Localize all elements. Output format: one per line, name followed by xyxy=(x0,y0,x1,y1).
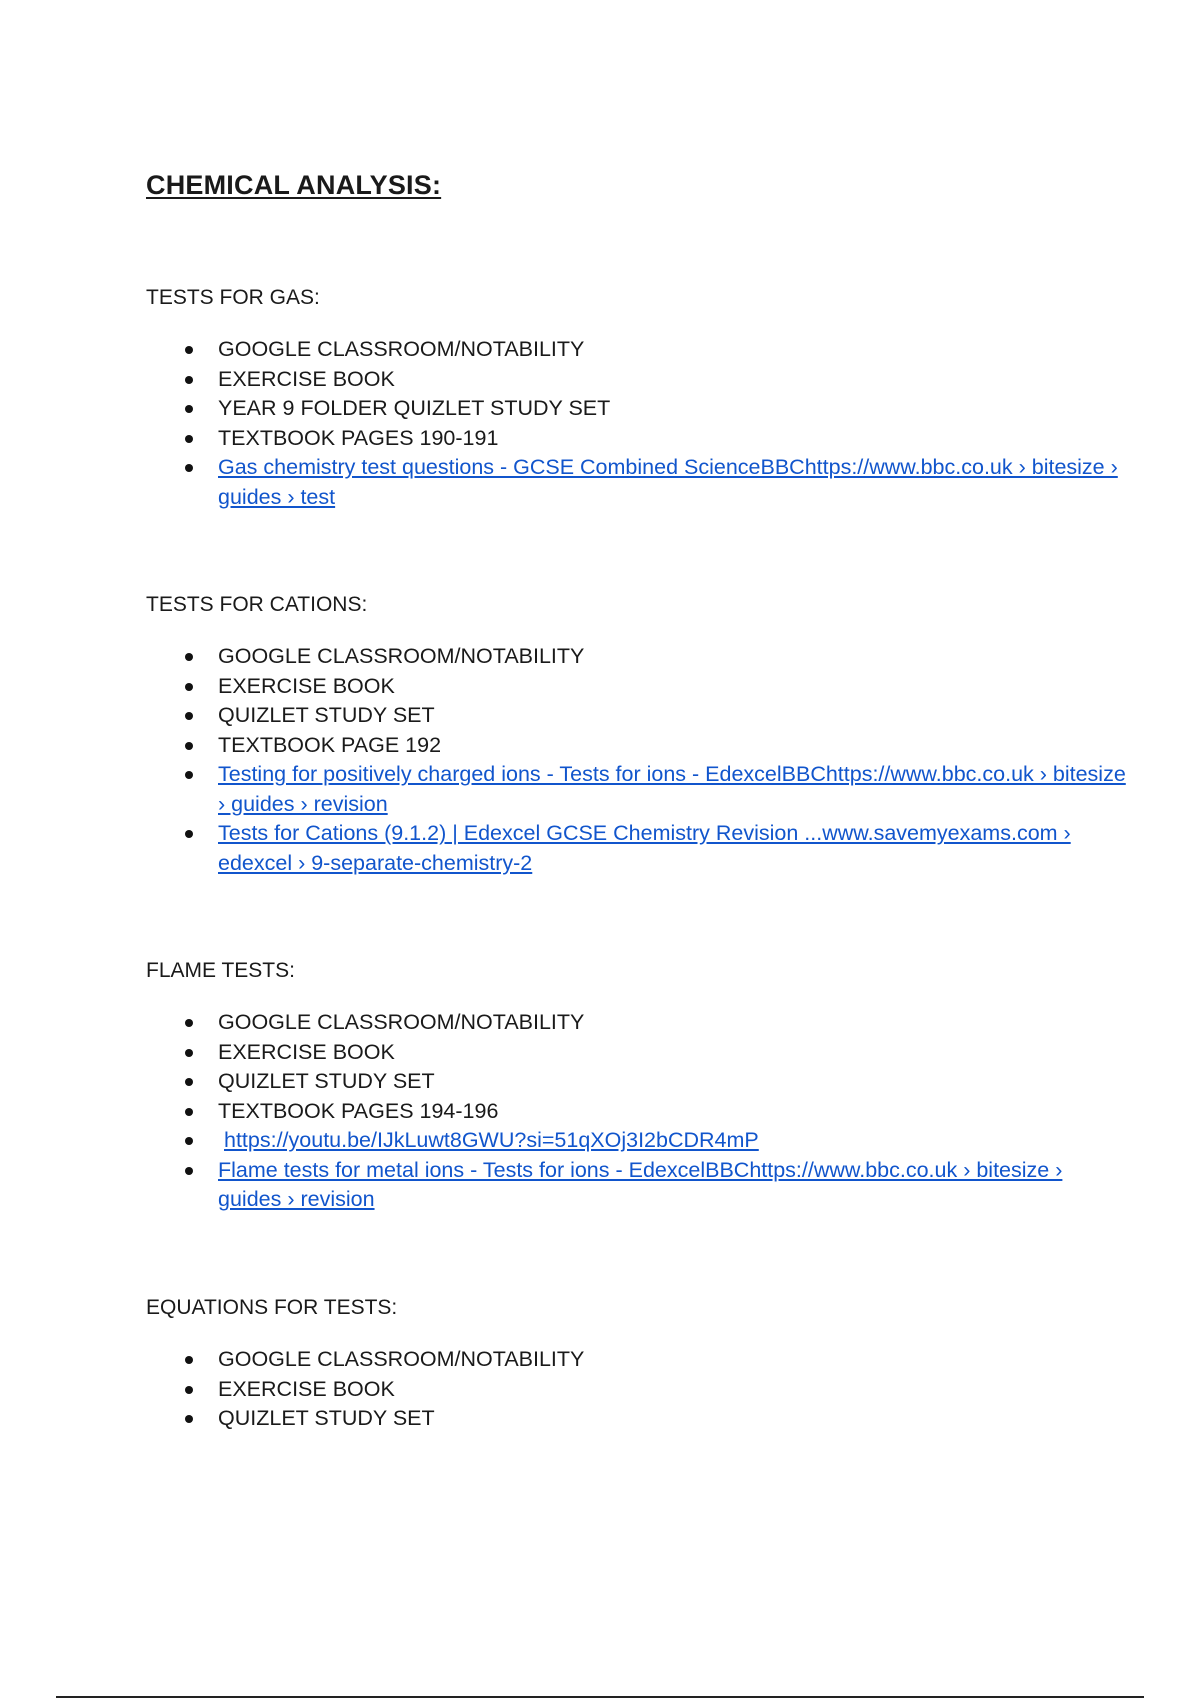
savemyexams-cations-link[interactable]: Tests for Cations (9.1.2) | Edexcel GCSE Chemistry Revision ...www.savemyexams.com › edexcel › 9-separate-chemistry-2 xyxy=(218,821,1071,875)
list-item: QUIZLET STUDY SET xyxy=(146,1067,1126,1097)
list-item: QUIZLET STUDY SET xyxy=(146,1404,1126,1434)
section-equations-for-tests xyxy=(146,1295,1126,1434)
bbc-flame-tests-link[interactable]: Flame tests for metal ions - Tests for ions - EdexcelBBChttps://www.bbc.co.uk › bitesize › guides › revision xyxy=(218,1157,1063,1211)
resource-list xyxy=(146,1008,1126,1215)
page-title: CHEMICAL ANALYSIS: xyxy=(146,170,442,200)
list-item xyxy=(146,819,1126,878)
list-item: GOOGLE CLASSROOM/NOTABILITY xyxy=(146,642,1126,672)
list-item xyxy=(146,1126,1126,1156)
list-item: GOOGLE CLASSROOM/NOTABILITY xyxy=(146,1008,1126,1038)
section-heading: TESTS FOR GAS: xyxy=(146,286,320,309)
resource-list xyxy=(146,1345,1126,1434)
list-item: YEAR 9 FOLDER QUIZLET STUDY SET xyxy=(146,394,1126,424)
list-item: EXERCISE BOOK xyxy=(146,672,1126,702)
list-item xyxy=(146,1156,1126,1215)
list-item: EXERCISE BOOK xyxy=(146,1038,1126,1068)
list-item: TEXTBOOK PAGES 190-191 xyxy=(146,424,1126,454)
list-item: TEXTBOOK PAGE 192 xyxy=(146,731,1126,761)
resource-list xyxy=(146,335,1126,512)
section-flame-tests xyxy=(146,958,1126,1215)
list-item: GOOGLE CLASSROOM/NOTABILITY xyxy=(146,335,1126,365)
bbc-cation-tests-link[interactable]: Testing for positively charged ions - Tests for ions - EdexcelBBChttps://www.bbc.co.uk › bitesize › guides › revision xyxy=(218,762,1126,816)
list-item xyxy=(146,760,1126,819)
section-heading: TESTS FOR CATIONS: xyxy=(146,593,368,616)
section-heading: FLAME TESTS: xyxy=(146,959,295,982)
list-item: GOOGLE CLASSROOM/NOTABILITY xyxy=(146,1345,1126,1375)
resource-list xyxy=(146,642,1126,878)
section-tests-for-gas xyxy=(146,285,1126,512)
youtube-video-link[interactable]: https://youtu.be/IJkLuwt8GWU?si=51qXOj3I2bCDR4mP xyxy=(224,1128,759,1152)
page-divider xyxy=(56,1696,1144,1698)
list-item: EXERCISE BOOK xyxy=(146,365,1126,395)
bbc-gas-tests-link[interactable]: Gas chemistry test questions - GCSE Combined ScienceBBChttps://www.bbc.co.uk › bitesize › guides › test xyxy=(218,455,1118,509)
list-item: QUIZLET STUDY SET xyxy=(146,701,1126,731)
section-heading: EQUATIONS FOR TESTS: xyxy=(146,1296,398,1319)
list-item: TEXTBOOK PAGES 194-196 xyxy=(146,1097,1126,1127)
list-item xyxy=(146,453,1126,512)
section-tests-for-cations xyxy=(146,592,1126,878)
list-item: EXERCISE BOOK xyxy=(146,1375,1126,1405)
